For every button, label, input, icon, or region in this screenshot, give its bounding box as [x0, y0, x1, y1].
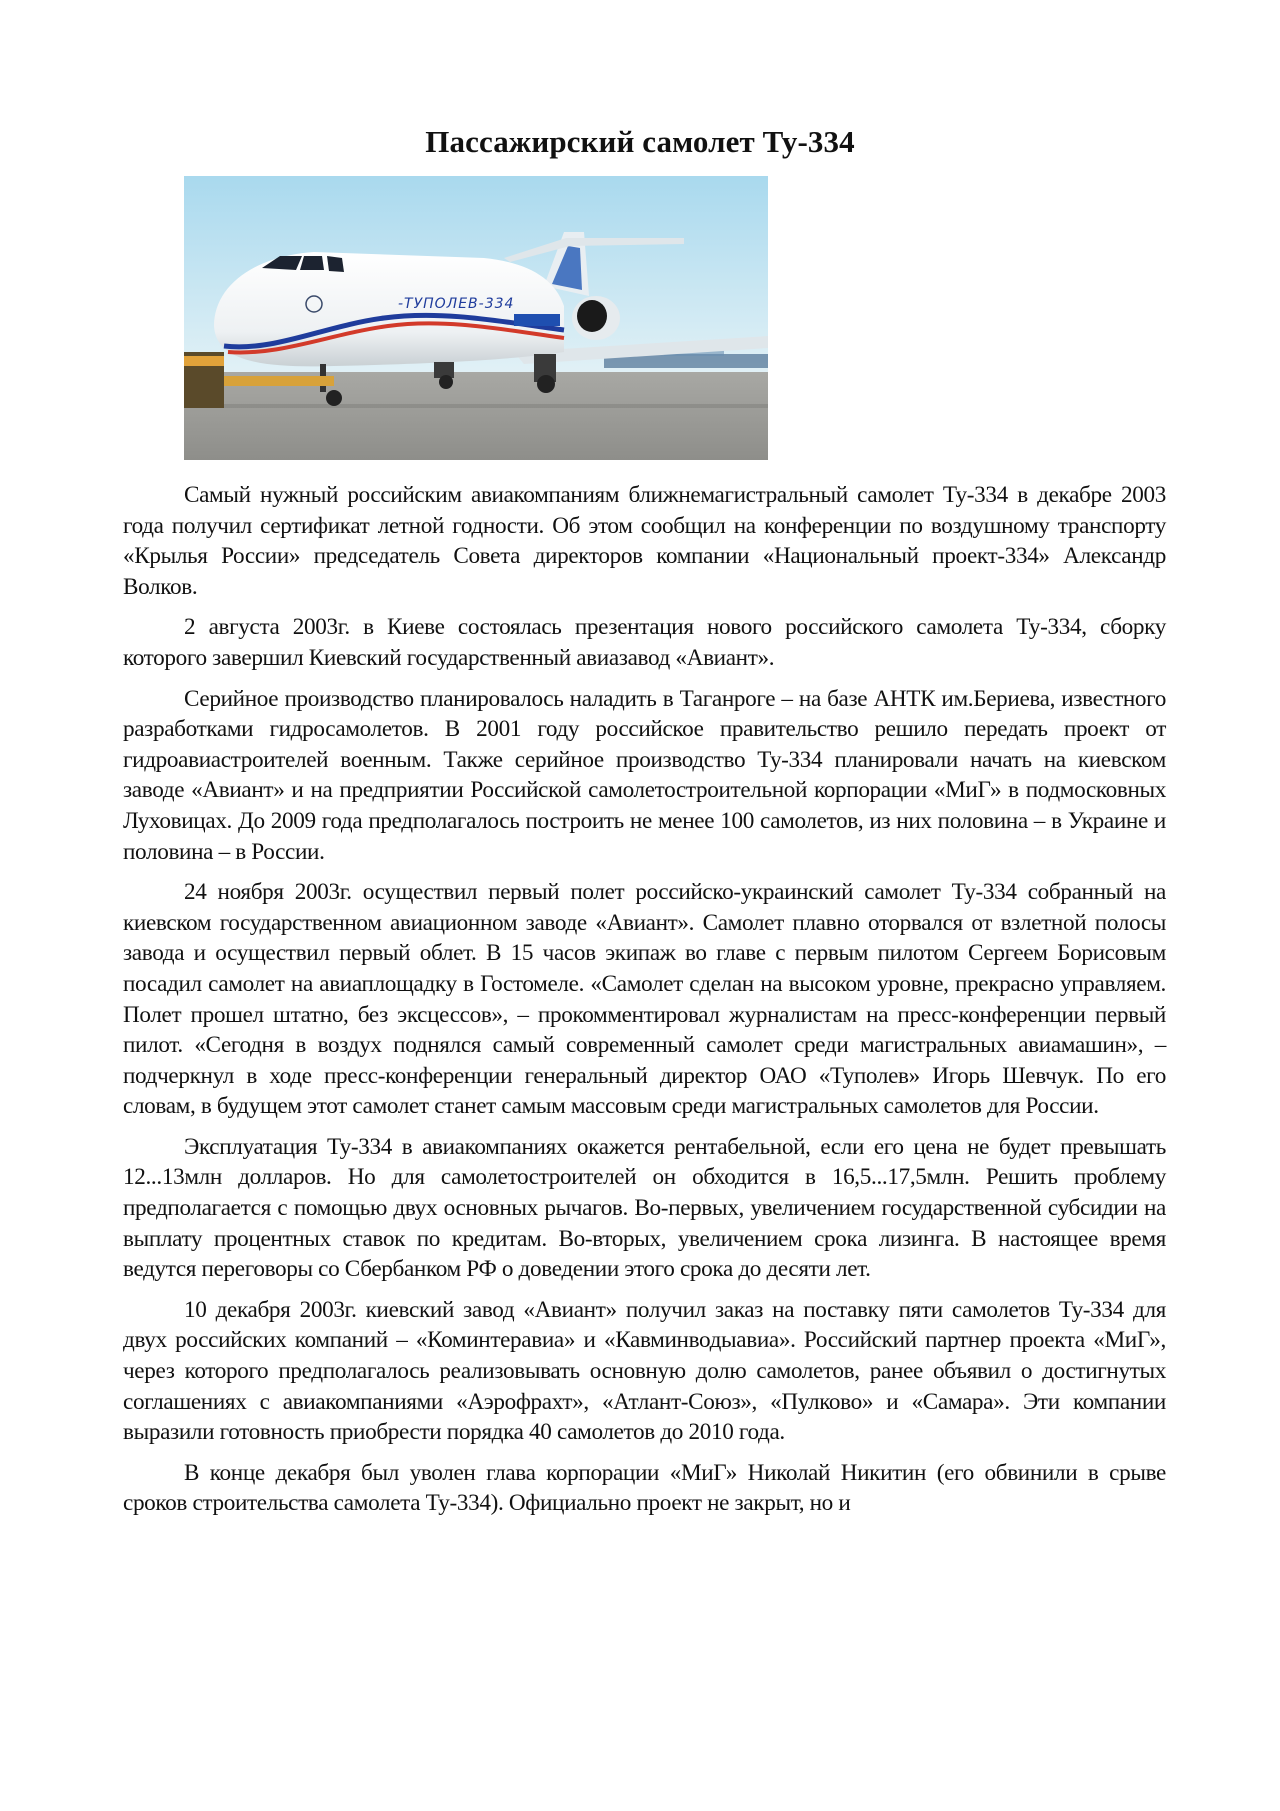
- paragraph-economics: Эксплуатация Ту-334 в авиакомпаниях окажется рентабельной, если его цена не будет превышать 12...13млн долларов. Но для самолетостроителей он обходится в 16,5...17,5млн. Решить проблему предполагается с помощью двух основных рычагов. Во-первых, увеличением государственной субсидии на выплату процентных ставок по кредитам. Во-вторых, увеличением срока лизинга. В настоящее время ведутся переговоры со Сбербанком РФ о доведении этого срока до десяти лет.: [123, 1133, 1166, 1283]
- paragraph-orders: 10 декабря 2003г. киевский завод «Авиант» получил заказ на поставку пяти самолетов Ту-334 для двух российских компаний – «Коминтеравиа» и «Кавминводыавиа». Российский партнер проекта «МиГ», через которого предполагалось реализовывать основную долю самолетов, ранее объявил о достигнутых соглашениях с авиакомпаниями «Аэрофрахт», «Атлант-Союз», «Пулково» и «Самара». Эти компании выразили готовность приобрести порядка 40 самолетов до 2010 года.: [123, 1296, 1166, 1446]
- aircraft-illustration: [184, 176, 768, 460]
- article-body: [123, 480, 1166, 1529]
- aircraft-photo: [184, 176, 768, 460]
- paragraph-certificate: Самый нужный российским авиакомпаниям ближнемагистральный самолет Ту-334 в декабре 2003 года получил сертификат летной годности. Об этом сообщил на конференции по воздушному транспорту «Крылья России» председатель Совета директоров компании «Национальный проект-334» Александр Волков.: [123, 482, 1166, 600]
- fuselage-label: -ТУПОЛЕВ-334: [398, 296, 515, 312]
- paragraph-first-flight: 24 ноября 2003г. осуществил первый полет российско-украинский самолет Ту-334 собранный на киевском государственном авиационном заводе «Авиант». Самолет плавно оторвался от взлетной полосы завода и осуществил первый облет. В 15 часов экипаж во главе с первым пилотом Сергеем Борисовым посадил самолет на авиаплощадку в Гостомеле. «Самолет сделан на высоком уровне, прекрасно управляем. Полет прошел штатно, без эксцессов», – прокомментировал журналистам на пресс-конференции первый пилот. «Сегодня в воздух поднялся самый современный самолет среди магистральных авиамашин», – подчеркнул в ходе пресс-конференции генеральный директор ОАО «Туполев» Игорь Шевчук. По его словам, в будущем этот самолет станет самым массовым среди магистральных самолетов для России.: [123, 879, 1166, 1120]
- paragraph-mig-dismissal: В конце декабря был уволен глава корпорации «МиГ» Николай Никитин (его обвинили в срыве сроков строительства самолета Ту-334). Официально проект не закрыт, но и: [123, 1459, 1166, 1517]
- document-title: Пассажирский самолет Ту-334: [425, 124, 855, 159]
- paragraph-serial-production: Серийное производство планировалось наладить в Таганроге – на базе АНТК им.Бериева, известного разработками гидросамолетов. В 2001 году российское правительство решило передать проект от гидроавиастроителей военным. Также серийное производство Ту-334 планировали начать на киевском заводе «Авиант» и на предприятии Российской самолетостроительной корпорации «МиГ» в подмосковных Луховицах. До 2009 года предполагалось построить не менее 100 самолетов, из них половина – в Украине и половина – в России.: [123, 685, 1166, 865]
- paragraph-presentation: 2 августа 2003г. в Киеве состоялась презентация нового российского самолета Ту-334, сборку которого завершил Киевский государственный авиазавод «Авиант».: [123, 614, 1166, 671]
